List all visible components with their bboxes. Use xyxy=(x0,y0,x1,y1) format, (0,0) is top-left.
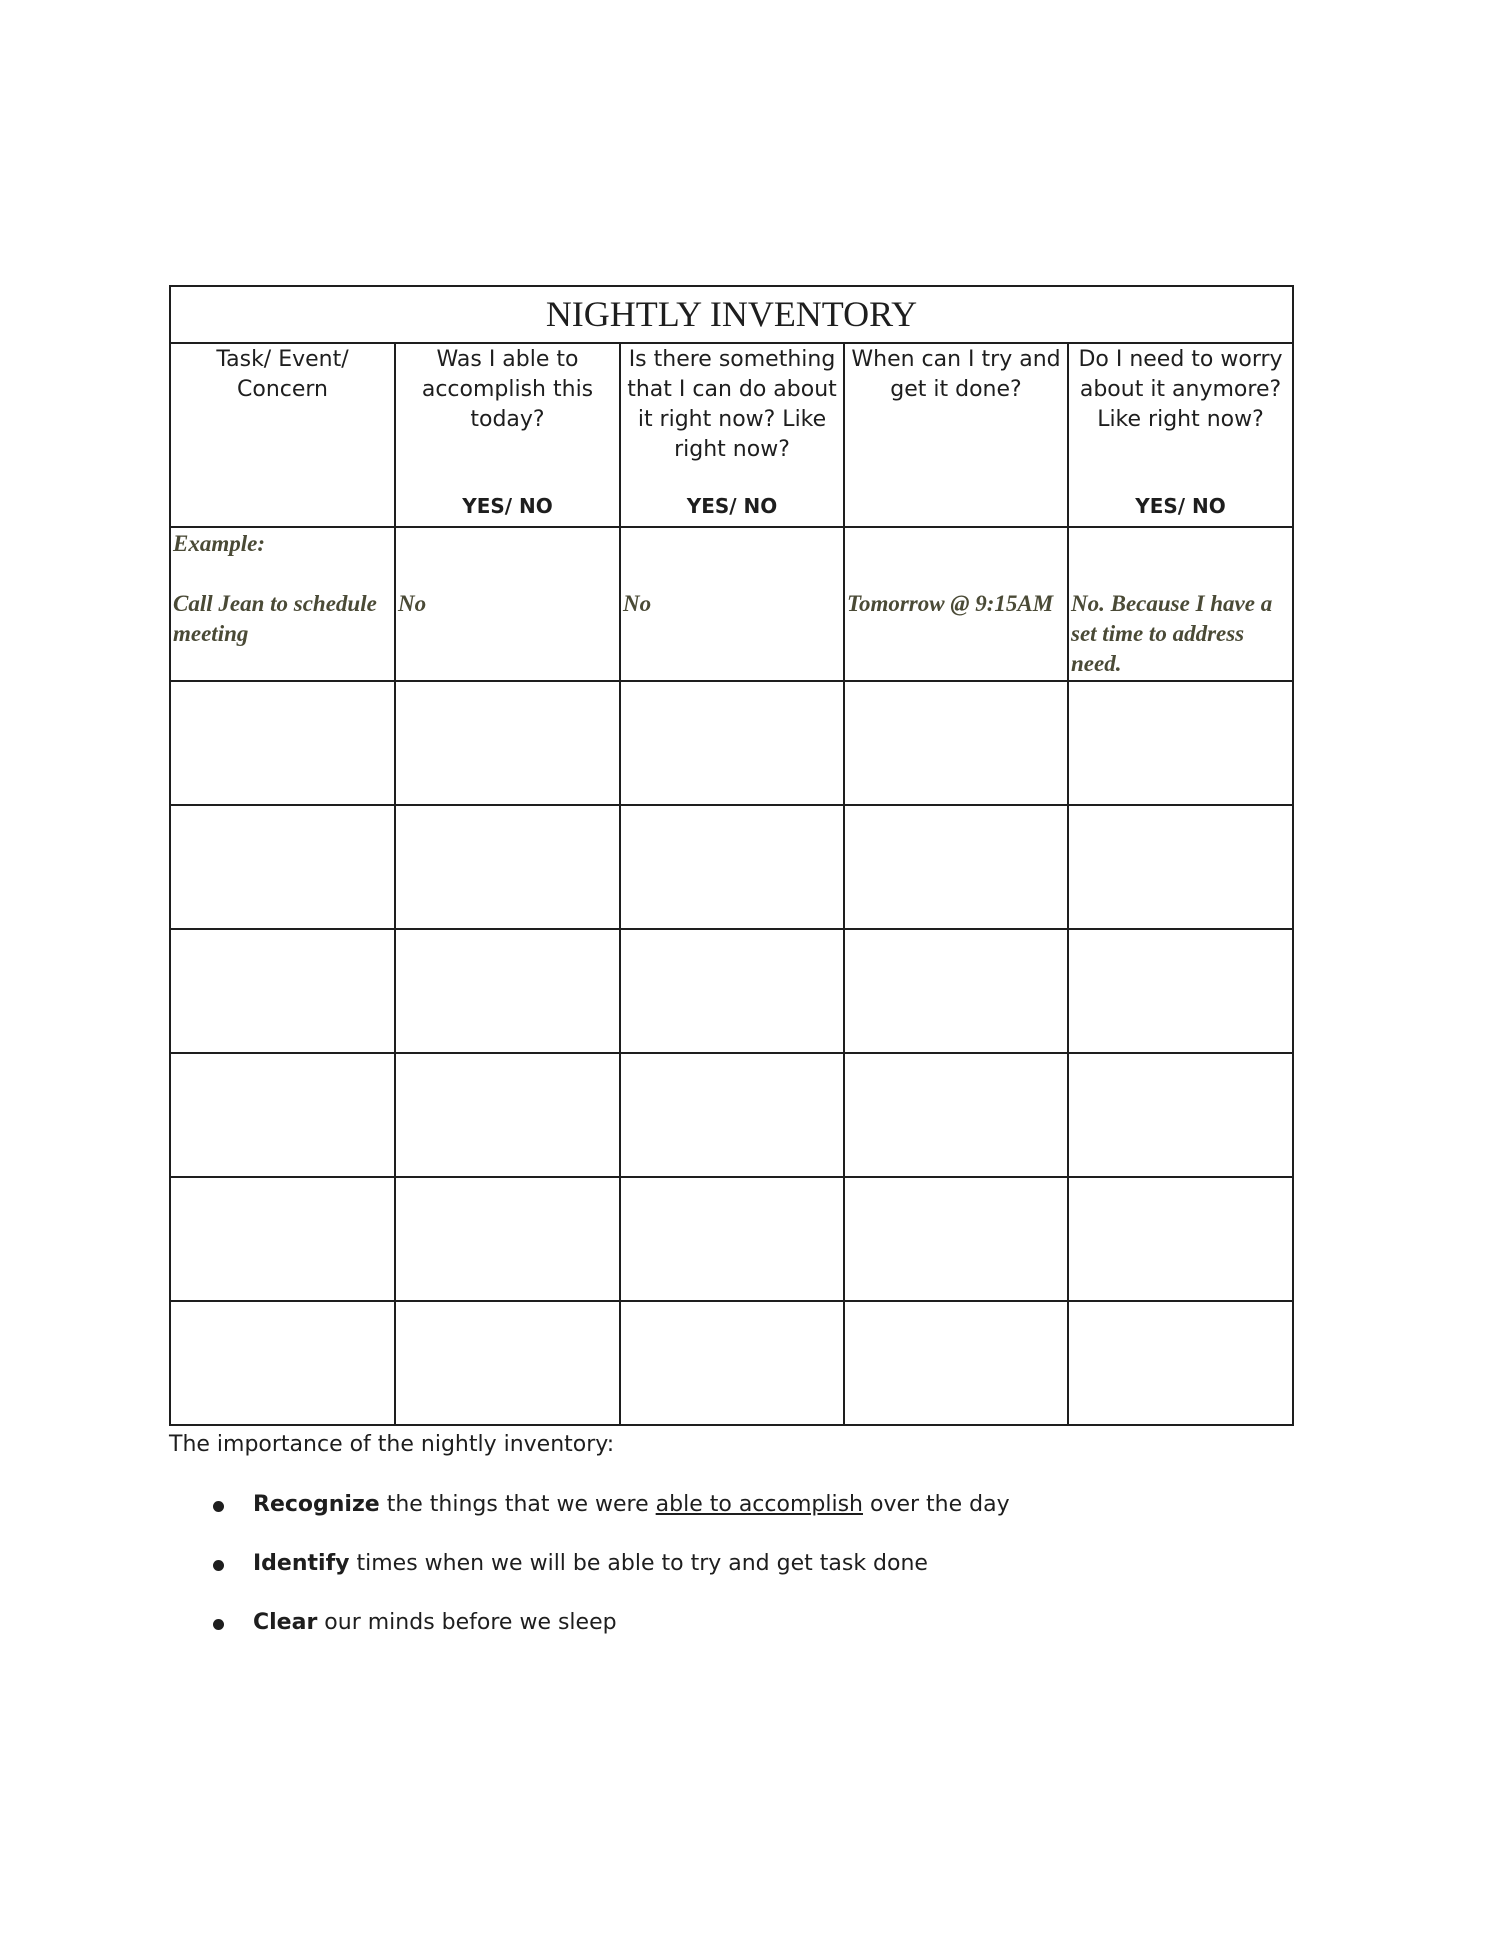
entry-cell[interactable] xyxy=(395,1177,620,1301)
entry-cell[interactable] xyxy=(395,805,620,929)
example-worry-cell xyxy=(1068,527,1293,681)
example-row xyxy=(170,527,1293,681)
example-value: No. Because I have a set time to address need. xyxy=(1071,591,1273,676)
entry-cell[interactable] xyxy=(1068,1301,1293,1425)
entry-cell[interactable] xyxy=(1068,681,1293,805)
entry-row xyxy=(170,1177,1293,1301)
example-when-cell xyxy=(844,527,1068,681)
header-task xyxy=(170,343,395,527)
entry-cell[interactable] xyxy=(844,1053,1068,1177)
bullet-text-end: over the day xyxy=(862,1492,1010,1517)
entry-row xyxy=(170,1301,1293,1425)
entry-cell[interactable] xyxy=(844,1177,1068,1301)
yes-no-hint: YES/ NO xyxy=(462,494,553,518)
entry-cell[interactable] xyxy=(170,1301,395,1425)
list-item xyxy=(210,1490,1010,1549)
header-can-do-now xyxy=(620,343,844,527)
header-when xyxy=(844,343,1068,527)
entry-cell[interactable] xyxy=(395,1053,620,1177)
example-task-cell xyxy=(170,527,395,681)
entry-cell[interactable] xyxy=(395,929,620,1053)
example-can-do-cell xyxy=(620,527,844,681)
bullet-text: times when we will be able to try and get task done xyxy=(349,1551,928,1576)
example-value: No xyxy=(398,591,427,616)
bullet-keyword: Recognize xyxy=(253,1492,380,1517)
entry-row xyxy=(170,681,1293,805)
bullet-text: the things that we were xyxy=(379,1492,656,1517)
header-question: Is there something that I can do about it right now? Like right now? xyxy=(627,347,837,462)
bullet-icon xyxy=(213,1501,224,1512)
table-title: NIGHTLY INVENTORY xyxy=(170,286,1293,343)
entry-cell[interactable] xyxy=(395,1301,620,1425)
example-value: Tomorrow @ 9:15AM xyxy=(847,591,1054,616)
header-question: When can I try and get it done? xyxy=(851,347,1061,402)
entry-cell[interactable] xyxy=(844,681,1068,805)
entry-cell[interactable] xyxy=(170,1177,395,1301)
bullet-underlined: able to accomplish xyxy=(655,1492,863,1517)
entry-cell[interactable] xyxy=(620,1053,844,1177)
yes-no-hint: YES/ NO xyxy=(1135,494,1226,518)
entry-cell[interactable] xyxy=(170,929,395,1053)
bullet-icon xyxy=(213,1619,224,1630)
bullet-keyword: Clear xyxy=(253,1610,318,1635)
list-item xyxy=(210,1608,1010,1667)
entry-row xyxy=(170,1053,1293,1177)
entry-cell[interactable] xyxy=(1068,1053,1293,1177)
entry-row xyxy=(170,805,1293,929)
yes-no-hint: YES/ NO xyxy=(686,494,778,518)
nightly-inventory-table xyxy=(169,285,1294,1426)
entry-cell[interactable] xyxy=(620,929,844,1053)
header-question: Was I able to accomplish this today? xyxy=(421,347,594,432)
bullet-icon xyxy=(213,1560,224,1571)
header-row xyxy=(170,343,1293,527)
title-row xyxy=(170,286,1293,343)
entry-cell[interactable] xyxy=(620,1177,844,1301)
header-accomplished xyxy=(395,343,620,527)
example-value: No xyxy=(623,591,652,616)
example-value: Call Jean to schedule meeting xyxy=(173,591,377,646)
example-label: Example: xyxy=(173,531,265,556)
entry-cell[interactable] xyxy=(620,1301,844,1425)
header-question: Task/ Event/ Concern xyxy=(216,347,349,402)
entry-cell[interactable] xyxy=(1068,805,1293,929)
importance-heading: The importance of the nightly inventory: xyxy=(169,1432,615,1457)
entry-cell[interactable] xyxy=(620,805,844,929)
importance-list xyxy=(210,1490,1010,1667)
header-worry xyxy=(1068,343,1293,527)
bullet-keyword: Identify xyxy=(253,1551,350,1576)
entry-cell[interactable] xyxy=(1068,929,1293,1053)
entry-cell[interactable] xyxy=(395,681,620,805)
entry-cell[interactable] xyxy=(844,805,1068,929)
list-item xyxy=(210,1549,1010,1608)
entry-row xyxy=(170,929,1293,1053)
entry-cell[interactable] xyxy=(170,681,395,805)
entry-cell[interactable] xyxy=(170,1053,395,1177)
bullet-text: our minds before we sleep xyxy=(317,1610,617,1635)
entry-cell[interactable] xyxy=(170,805,395,929)
entry-cell[interactable] xyxy=(1068,1177,1293,1301)
header-question: Do I need to worry about it anymore? Like right now? xyxy=(1078,347,1283,432)
entry-cell[interactable] xyxy=(620,681,844,805)
example-accomplished-cell xyxy=(395,527,620,681)
entry-cell[interactable] xyxy=(844,1301,1068,1425)
entry-cell[interactable] xyxy=(844,929,1068,1053)
